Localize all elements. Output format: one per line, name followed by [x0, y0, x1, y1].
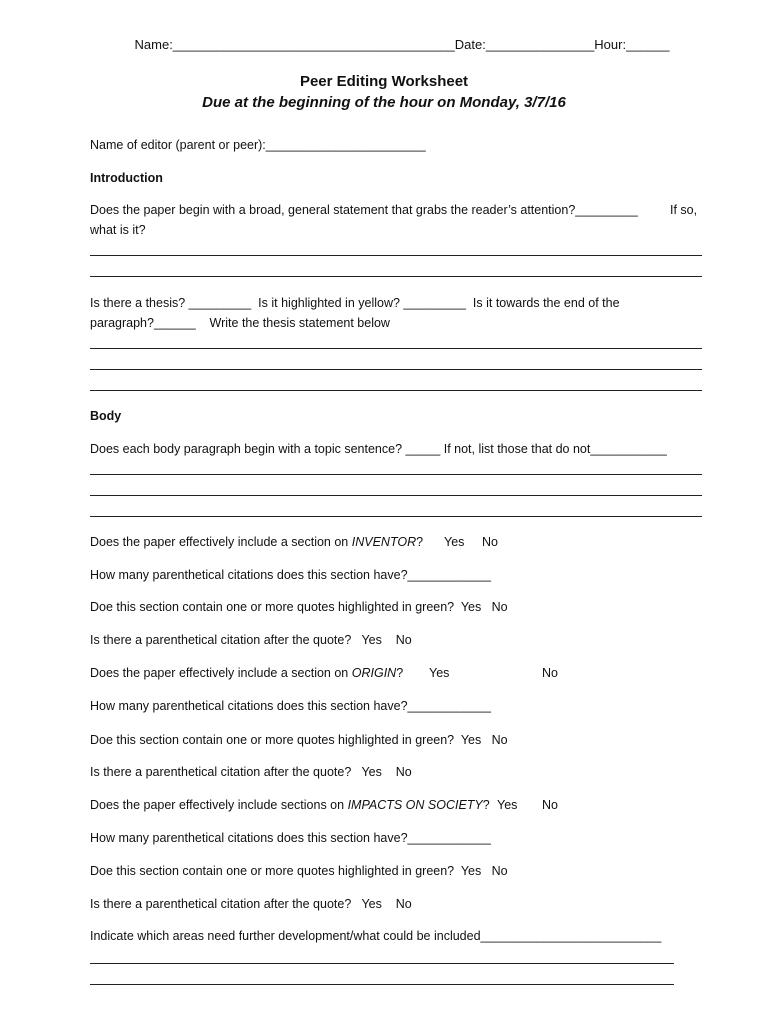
answer-line [90, 390, 702, 391]
intro-thesis-question-cont: paragraph?______ Write the thesis statement below [90, 316, 390, 330]
inventor-question-mark: ? [416, 535, 424, 549]
origin-question [90, 666, 403, 681]
body-heading: Body [90, 409, 122, 423]
editor-name-line: Name of editor (parent or peer):_______________________ [90, 138, 426, 152]
inventor-question-text: Does the paper effectively include a section on [90, 535, 352, 549]
impacts-yes: Yes [497, 798, 518, 812]
origin-yes: Yes [429, 666, 450, 680]
inventor-citations-question: How many parenthetical citations does this section have?____________ [90, 568, 491, 582]
impacts-quotes-question: Doe this section contain one or more quotes highlighted in green? Yes No [90, 864, 508, 878]
answer-line [90, 348, 702, 349]
inventor-no: No [482, 535, 498, 549]
origin-question-mark: ? [396, 666, 404, 680]
origin-no: No [542, 666, 558, 680]
impacts-citation-after-quote: Is there a parenthetical citation after the quote? Yes No [90, 897, 412, 911]
impacts-citations-question: How many parenthetical citations does this section have?____________ [90, 831, 491, 845]
intro-question-1-what: what is it? [90, 223, 146, 237]
intro-thesis-question: Is there a thesis? _________ Is it highlighted in yellow? _________ Is it towards the end of the [90, 296, 620, 310]
origin-citations-question: How many parenthetical citations does this section have?____________ [90, 699, 491, 713]
impacts-question-text: Does the paper effectively include sections on [90, 798, 348, 812]
answer-line [90, 369, 702, 370]
answer-line [90, 495, 702, 496]
inventor-question [90, 535, 423, 550]
inventor-quotes-question: Doe this section contain one or more quotes highlighted in green? Yes No [90, 600, 508, 614]
intro-question-1: Does the paper begin with a broad, general statement that grabs the reader’s attention?_________ [90, 203, 638, 217]
inventor-yes: Yes [444, 535, 465, 549]
answer-line [90, 255, 702, 256]
due-date-subtitle: Due at the beginning of the hour on Monday, 3/7/16 [202, 94, 566, 111]
inventor-topic: INVENTOR [351, 535, 417, 549]
impacts-topic: IMPACTS ON SOCIETY [347, 798, 483, 812]
answer-line [90, 984, 674, 985]
further-development-question: Indicate which areas need further development/what could be included__________________________ [90, 929, 662, 943]
origin-question-text: Does the paper effectively include a section on [90, 666, 352, 680]
answer-line [90, 474, 702, 475]
origin-topic: ORIGIN [351, 666, 397, 680]
inventor-citation-after-quote: Is there a parenthetical citation after the quote? Yes No [90, 633, 412, 647]
intro-question-1-if-so: If so, [670, 203, 698, 217]
origin-quotes-question: Doe this section contain one or more quotes highlighted in green? Yes No [90, 733, 508, 747]
introduction-heading: Introduction [90, 171, 163, 185]
worksheet-title: Peer Editing Worksheet [299, 73, 469, 90]
answer-line [90, 963, 674, 964]
impacts-question [90, 798, 490, 813]
impacts-no: No [542, 798, 558, 812]
answer-line [90, 516, 702, 517]
impacts-question-mark: ? [482, 798, 490, 812]
body-topic-sentence-question: Does each body paragraph begin with a topic sentence? _____ If not, list those that do not___________ [90, 442, 667, 456]
name-date-hour-line: Name:_______________________________________Date:_______________Hour:______ [134, 37, 670, 52]
origin-citation-after-quote: Is there a parenthetical citation after the quote? Yes No [90, 765, 412, 779]
answer-line [90, 276, 702, 277]
